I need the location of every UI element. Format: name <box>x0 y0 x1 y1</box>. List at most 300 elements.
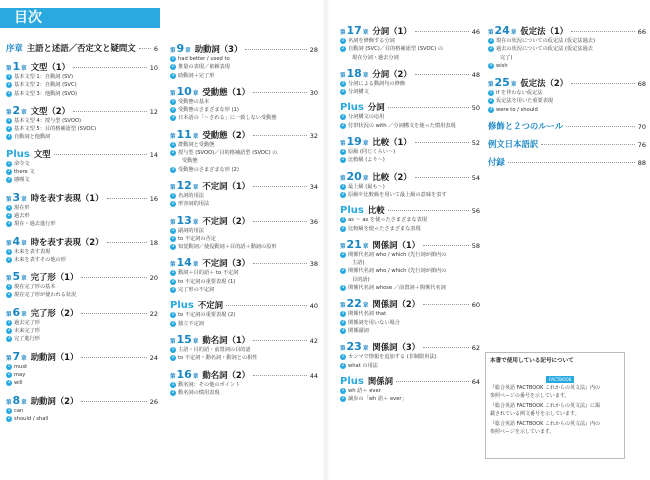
plus-title: 関係詞 <box>367 375 393 386</box>
page-number: 50 <box>471 104 480 113</box>
subitem-text: 未来完了形 <box>14 328 40 335</box>
toc-section <box>340 375 480 404</box>
page-number: 44 <box>309 371 318 380</box>
chapter-prefix: 第 <box>340 346 346 353</box>
plus-label: Plus <box>340 102 364 114</box>
chapter-number: 4 <box>12 234 21 248</box>
item-number-circle: 1 <box>341 80 345 86</box>
page-title: 目次 <box>0 8 160 28</box>
toc-entry[interactable] <box>340 297 480 310</box>
subitem-text: 基本文型 4：授与型 (SVOO) <box>14 117 82 124</box>
subitem-text: should / shall <box>14 415 49 422</box>
item-number-circle: 2 <box>7 328 11 334</box>
item-number-circle: 2 <box>7 415 11 421</box>
toc-entry[interactable] <box>340 375 480 387</box>
chapter-prefix: 第 <box>6 240 12 247</box>
toc-column-4 <box>488 22 646 168</box>
item-number-circle: 2 <box>341 319 345 325</box>
toc-entry[interactable] <box>170 256 318 269</box>
item-number-circle: 2 <box>7 212 11 218</box>
subitem-text: if を伴わない仮定法 <box>496 90 543 97</box>
chapter-prefix: 第 <box>170 219 176 226</box>
toc-subitem <box>340 113 480 121</box>
chapter-suffix: 章 <box>192 373 199 380</box>
chapter-suffix: 章 <box>21 109 27 116</box>
chapter-number: 22 <box>346 297 362 311</box>
plus-title: 不定詞 <box>197 300 223 311</box>
subitem-text: to 不定詞の重要表現 (2) <box>178 312 236 319</box>
subitem-text: 関係代名詞 whose ／前置詞＋関係代名詞 <box>348 285 446 292</box>
subitem-text: 自動詞と他動詞 <box>14 134 51 141</box>
chapter-number: 10 <box>176 84 192 98</box>
page-number: 26 <box>149 397 158 406</box>
item-number-circle: 3 <box>7 90 11 96</box>
subitem-text: may <box>14 371 26 378</box>
chapter-prefix: 第 <box>6 196 12 203</box>
item-number-circle: 2 <box>7 169 11 175</box>
subitem-text: 原級や比較級を用いて最上級の意味を表す <box>348 191 447 198</box>
item-number-circle: 1 <box>341 149 345 155</box>
subitem-text: 現在形 <box>14 204 30 211</box>
chapter-title: 比較（1） <box>372 137 412 148</box>
toc-subitem <box>6 319 158 327</box>
toc-subitem <box>488 106 646 114</box>
toc-entry[interactable] <box>6 394 158 407</box>
page-number: 20 <box>149 274 158 283</box>
chapter-number: 8 <box>12 393 21 407</box>
toc-subitem <box>340 88 480 96</box>
item-number-circle: 2 <box>171 278 175 284</box>
plus-label: Plus <box>340 205 364 217</box>
toc-entry[interactable] <box>488 24 646 37</box>
subitem-text: 副詞的用法 <box>178 227 204 234</box>
chapter-prefix: 第 <box>170 48 176 54</box>
page-number: 36 <box>309 217 318 226</box>
toc-subitem <box>340 122 480 130</box>
subitem-text: 受動態のさまざまな形 (2) <box>178 166 239 173</box>
page-number: 38 <box>309 260 318 269</box>
item-number-circle: 2 <box>171 64 175 70</box>
toc-entry[interactable] <box>170 333 318 346</box>
item-number-circle: 3 <box>341 285 345 291</box>
toc-subitem <box>6 335 158 343</box>
toc-subitem <box>340 387 480 395</box>
toc-subitem <box>340 80 480 88</box>
toc-entry[interactable] <box>340 24 480 37</box>
toc-entry[interactable] <box>340 340 480 353</box>
toc-entry[interactable] <box>340 238 480 251</box>
item-number-circle: 1 <box>171 141 175 147</box>
item-number-circle: 1 <box>171 312 175 318</box>
subitem-text: 基本文型 3：他動詞 (SVO) <box>14 90 77 97</box>
chapter-number: 15 <box>176 332 192 346</box>
toc-entry[interactable] <box>6 306 158 319</box>
toc-subitem <box>170 98 318 106</box>
plus-title: 比較 <box>367 205 385 216</box>
toc-subitem <box>488 45 646 53</box>
plus-title: 分詞 <box>367 102 385 113</box>
page-number: 34 <box>309 182 318 191</box>
toc-subitem <box>170 346 318 354</box>
toc-subitem <box>170 311 318 319</box>
toc-entry[interactable] <box>6 148 158 160</box>
toc-subitem <box>340 267 480 275</box>
item-number-circle: 3 <box>489 106 493 112</box>
toc-section <box>340 135 480 165</box>
toc-entry[interactable] <box>6 350 158 363</box>
dot-leader <box>226 305 307 306</box>
page-number: 62 <box>471 344 480 353</box>
subitem-text: 基本文型 5：目的格補語型 (SVOC) <box>14 126 97 133</box>
toc-subitem <box>6 256 158 264</box>
chapter-title: 助動詞（2） <box>30 395 79 406</box>
chapter-title: 受動態（2） <box>202 129 251 140</box>
chapter-title: 時を表す表現（1） <box>30 192 104 203</box>
toc-subitem <box>340 362 480 370</box>
toc-section <box>6 191 158 229</box>
page-number: 6 <box>153 45 158 53</box>
toc-entry[interactable] <box>340 170 480 183</box>
toc-subitem <box>170 235 318 243</box>
page-number: 12 <box>149 107 158 116</box>
chapter-suffix: 章 <box>192 219 199 226</box>
toc-subitem <box>170 200 318 208</box>
toc-subitem <box>6 133 158 141</box>
subitem-text: 関係詞を用いない場合 <box>348 319 400 326</box>
toc-entry[interactable] <box>488 156 646 168</box>
item-number-circle: 1 <box>7 407 11 413</box>
chapter-title: 仮定法（1） <box>520 26 569 36</box>
toc-section <box>170 299 318 328</box>
toc-entry[interactable] <box>6 104 158 117</box>
item-number-circle: 2 <box>171 320 175 326</box>
toc-subitem <box>340 45 480 53</box>
subitem-text: 基本文型 2：自動詞 (SVC) <box>14 82 77 89</box>
chapter-suffix: 章 <box>362 141 369 148</box>
toc-section <box>170 368 318 398</box>
toc-subitem <box>340 191 480 199</box>
dot-leader <box>423 245 469 246</box>
dot-leader <box>388 210 469 211</box>
dot-leader <box>107 242 147 243</box>
item-number-circle: 1 <box>7 160 11 166</box>
chapter-prefix: 第 <box>170 184 176 191</box>
dot-leader <box>81 401 146 402</box>
notes-text-3b: 参照ページを示しています。 <box>490 428 555 435</box>
toc-section <box>170 256 318 294</box>
chapter-prefix: 第 <box>170 133 176 140</box>
dot-leader <box>571 31 635 32</box>
toc-column-1 <box>6 40 158 423</box>
toc-subitem <box>488 37 646 45</box>
item-number-circle: 3 <box>171 115 175 121</box>
chapter-suffix: 章 <box>21 276 27 283</box>
chapter-number: 11 <box>176 127 192 141</box>
page-number: 42 <box>309 336 318 345</box>
subitem-text: 受動態 <box>182 158 198 165</box>
chapter-suffix: 章 <box>510 30 517 36</box>
dot-leader <box>253 375 307 376</box>
chapter-title: 完了形（1） <box>30 272 79 283</box>
chapter-title: 不定詞（3） <box>202 258 251 269</box>
subitem-text: 推量の表現／依頼表現 <box>178 64 230 71</box>
toc-subitem <box>6 204 158 212</box>
appendix-title: 修飾と２つのルール <box>488 121 564 132</box>
chapter-suffix: 章 <box>21 355 27 362</box>
toc-section <box>488 76 646 114</box>
toc-subitem <box>6 415 158 423</box>
toc-entry[interactable] <box>6 191 158 204</box>
toc-subitem <box>488 97 646 105</box>
toc-subitem <box>170 63 318 71</box>
subitem-text: 完了進行形 <box>14 336 40 343</box>
chapter-title: 文型（2） <box>30 105 71 116</box>
toc-entry[interactable] <box>170 368 318 381</box>
page-number: 48 <box>471 70 480 79</box>
page-number: 40 <box>309 302 318 311</box>
toc-subitem <box>6 176 158 184</box>
page-number: 46 <box>471 28 480 36</box>
toc-subitem <box>6 81 158 89</box>
toc-entry[interactable] <box>340 101 480 113</box>
toc-subitem <box>6 248 158 256</box>
toc-subitem <box>6 212 158 220</box>
subitem-text: 現在の状況についての仮定法 (仮定法過去) <box>496 38 595 44</box>
toc-entry[interactable] <box>6 60 158 73</box>
chapter-title: 完了形（2） <box>30 307 79 318</box>
subitem-text: 知覚動詞／使役動詞＋目的語＋動詞の原形 <box>178 244 277 251</box>
page-number: 52 <box>471 139 480 148</box>
item-number-circle: 2 <box>341 157 345 163</box>
toc-section <box>340 340 480 370</box>
toc-entry[interactable] <box>340 204 480 216</box>
item-number-circle: 1 <box>341 311 345 317</box>
toc-section <box>170 128 318 174</box>
item-number-circle: 2 <box>341 396 345 402</box>
item-number-circle: 2 <box>171 389 175 395</box>
item-number-circle: 1 <box>7 117 11 123</box>
subitem-text: 動名詞の慣用表現 <box>178 389 220 396</box>
item-number-circle: 1 <box>171 381 175 387</box>
toc-entry[interactable] <box>170 179 318 192</box>
toc-section <box>170 85 318 123</box>
toc-section <box>6 394 158 424</box>
chapter-suffix: 章 <box>362 30 369 36</box>
chapter-prefix: 第 <box>488 82 494 89</box>
chapter-number: 13 <box>176 213 192 227</box>
page-number: 10 <box>149 64 158 72</box>
chapter-number: 17 <box>346 24 362 37</box>
page-number: 32 <box>309 131 318 140</box>
subitem-text: 日本語の「〜される」に一致しない受動態 <box>178 115 277 122</box>
toc-subitem <box>170 149 318 157</box>
toc-subitem <box>170 381 318 389</box>
toc-subitem <box>6 363 158 371</box>
item-number-circle: 2 <box>489 98 493 104</box>
dot-leader <box>566 126 635 127</box>
toc-subitem <box>488 62 646 70</box>
toc-subitem <box>6 291 158 299</box>
item-number-circle: 1 <box>341 251 345 257</box>
notes-text-2b: 載されている例文番号を示しています。 <box>490 410 580 417</box>
item-number-circle: 2 <box>341 122 345 128</box>
toc-section <box>488 156 646 168</box>
subitem-text: wh 語＋ ever <box>348 387 381 394</box>
chapter-title: 関係詞（2） <box>372 299 421 310</box>
subitem-text: 分詞による動詞句の修飾 <box>348 80 406 87</box>
prologue-title: 主語と述語／否定文と疑問文 <box>26 43 136 53</box>
toc-subitem <box>340 251 480 259</box>
chapter-number: 18 <box>346 66 362 80</box>
subitem-text: 分詞構文 <box>348 89 369 96</box>
chapter-title: 文型（1） <box>30 62 71 72</box>
toc-subitem <box>340 284 480 292</box>
item-number-circle: 1 <box>7 284 11 290</box>
chapter-prefix: 第 <box>340 72 346 79</box>
subitem-text: there 文 <box>14 169 35 176</box>
toc-section <box>340 238 480 292</box>
item-number-circle: 3 <box>489 62 493 68</box>
item-number-circle: 2 <box>171 150 175 156</box>
toc-section <box>6 42 158 54</box>
chapter-prefix: 第 <box>340 30 346 36</box>
toc-subitem <box>488 89 646 97</box>
chapter-suffix: 章 <box>192 90 199 97</box>
toc-subitem <box>6 168 158 176</box>
subitem-text: 受動態の基本 <box>178 98 210 105</box>
chapter-prefix: 第 <box>6 399 12 406</box>
toc-subitem <box>340 54 480 62</box>
item-number-circle: 1 <box>7 363 11 369</box>
subitem-text: 命令文 <box>14 160 30 167</box>
chapter-title: 分詞（1） <box>372 26 412 36</box>
toc-entry[interactable] <box>6 270 158 283</box>
dot-leader <box>423 347 469 348</box>
chapter-suffix: 章 <box>21 240 27 247</box>
item-number-circle: 2 <box>7 256 11 262</box>
toc-column-3 <box>340 22 480 403</box>
subitem-text: will <box>14 380 23 387</box>
subitem-text: 未来を表すその他の形 <box>14 256 66 263</box>
subitem-text: 関係代名詞 who / which (先行詞が節内の <box>348 268 447 275</box>
toc-subitem <box>340 319 480 327</box>
subitem-text: 名詞を修飾する分詞 <box>348 38 395 44</box>
dot-leader <box>508 162 635 163</box>
toc-entry[interactable] <box>488 138 646 150</box>
page-number: 30 <box>309 88 318 97</box>
toc-entry[interactable] <box>170 42 318 55</box>
chapter-number: 2 <box>12 103 21 117</box>
page-number: 68 <box>637 80 646 89</box>
toc-subitem <box>170 278 318 286</box>
item-number-circle: 1 <box>341 387 345 393</box>
item-number-circle: 2 <box>7 292 11 298</box>
toc-section <box>340 297 480 335</box>
chapter-title: 関係詞（1） <box>372 239 421 250</box>
toc-entry[interactable] <box>488 120 646 132</box>
chapter-number: 7 <box>12 349 21 363</box>
toc-subitem <box>6 379 158 387</box>
dot-leader <box>396 381 469 382</box>
toc-entry[interactable] <box>6 42 158 54</box>
toc-entry[interactable] <box>170 299 318 311</box>
dot-leader <box>139 48 151 49</box>
chapter-number: 1 <box>12 60 21 73</box>
toc-section <box>6 148 158 185</box>
notes-text-1b: 参照ページの番号を示しています。 <box>490 392 570 399</box>
toc-subitem <box>340 148 480 156</box>
dot-leader <box>253 186 307 187</box>
chapter-number: 21 <box>346 237 362 251</box>
item-number-circle: 3 <box>171 244 175 250</box>
page-number: 54 <box>471 173 480 182</box>
subitem-text: 完了形の不定詞 <box>178 287 215 294</box>
dot-leader <box>81 357 146 358</box>
dot-leader <box>423 304 469 305</box>
toc-subitem <box>170 166 318 174</box>
chapter-number: 25 <box>494 76 510 90</box>
item-number-circle: 1 <box>489 38 493 43</box>
subitem-text: 形容詞的用法 <box>178 201 210 208</box>
toc-section <box>488 120 646 132</box>
chapter-suffix: 章 <box>21 66 27 72</box>
toc-entry[interactable] <box>340 135 480 148</box>
toc-subitem <box>6 125 158 133</box>
dot-leader <box>253 263 307 264</box>
toc-section <box>488 24 646 70</box>
toc-entry[interactable] <box>170 128 318 141</box>
chapter-number: 9 <box>176 42 185 55</box>
page-gutter <box>322 0 330 480</box>
chapter-title: 助動詞（1） <box>30 351 79 362</box>
subitem-text: must <box>14 363 28 370</box>
subitem-text: 名詞的用法 <box>178 192 204 199</box>
chapter-prefix: 第 <box>340 303 346 310</box>
subitem-text: to 不定詞・動名詞・動詞との相性 <box>178 355 258 362</box>
toc-entry[interactable] <box>488 76 646 89</box>
toc-subitem <box>340 225 480 233</box>
dot-leader <box>253 340 307 341</box>
chapter-suffix: 章 <box>21 311 27 318</box>
toc-subitem <box>6 90 158 98</box>
subitem-text: 授与型 (SVOO)／目的格補語型 (SVOC) の <box>178 150 278 157</box>
toc-entry[interactable] <box>6 235 158 248</box>
chapter-number: 20 <box>346 169 362 183</box>
chapter-title: 分詞（2） <box>372 68 412 79</box>
toc-subitem <box>6 220 158 228</box>
toc-subitem <box>170 192 318 200</box>
toc-entry[interactable] <box>170 85 318 98</box>
dot-leader <box>253 135 307 136</box>
chapter-prefix: 第 <box>6 355 12 362</box>
notes-text-3: 『総合英語 FACTBOOK これからの英文法』内の <box>490 421 600 428</box>
chapter-number: 19 <box>346 135 362 149</box>
toc-entry[interactable] <box>170 214 318 227</box>
item-number-circle: 1 <box>171 227 175 233</box>
toc-subitem <box>6 407 158 415</box>
toc-subitem <box>170 141 318 149</box>
toc-subitem <box>340 216 480 224</box>
subitem-text: 分詞構文の応用 <box>348 114 385 121</box>
toc-section <box>6 270 158 300</box>
page-number: 88 <box>637 159 646 168</box>
item-number-circle: 3 <box>7 177 11 183</box>
chapter-title: 不定詞（2） <box>202 215 251 226</box>
toc-entry[interactable] <box>340 67 480 80</box>
item-number-circle: 1 <box>7 74 11 79</box>
item-number-circle: 1 <box>7 248 11 254</box>
subitem-text: 目的語) <box>352 276 370 283</box>
